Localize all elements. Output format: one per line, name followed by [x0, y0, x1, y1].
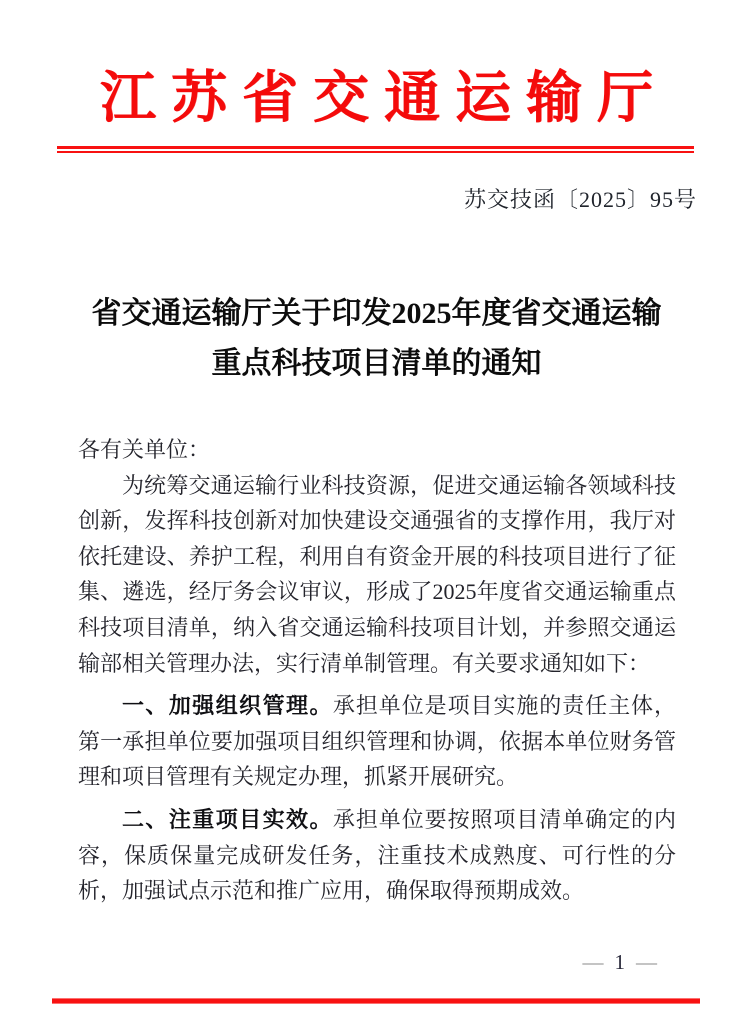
page-number-footer [583, 950, 658, 975]
document-reference-number: 苏交技函〔2025〕95号 [463, 187, 697, 212]
document-title-line-1: 省交通运输厅关于印发2025年度省交通运输 [91, 297, 662, 330]
paragraph-intro-text: 为统筹交通运输行业科技资源，促进交通运输各领域科技创新，发挥科技创新对加快建设交通强省的支撑作用，我厅对依托建设、养护工程，利用自有资金开展的科技项目进行了征集、遴选，经厅务会议审议，形成了2025年度省交通运输重点科技项目清单，纳入省交通运输科技项目计划，并参照交通运输部相关管理办法，实行清单制管理。有关要求通知如下： [78, 472, 676, 676]
document-title-line-2: 重点科技项目清单的通知 [211, 347, 542, 380]
page-number-dash-left: — [582, 950, 604, 974]
letterhead-separator-line [57, 146, 694, 153]
agency-letterhead: 江苏省交通运输厅 [100, 68, 668, 130]
page-number-dash-right: — [636, 950, 657, 974]
salutation: 各有关单位： [78, 437, 211, 462]
document-title [0, 289, 753, 389]
separator-bar-thin [57, 151, 694, 153]
bottom-red-rule [52, 999, 700, 1003]
paragraph-item-2-text: 承担单位要按照项目清单确定的内容，保质保量完成研发任务，注重技术成熟度、可行性的分析，加强试点示范和推广应用，确保取得预期成效。 [78, 806, 676, 904]
paragraph-item-2-lead: 二、注重项目实效。 [122, 806, 333, 832]
paragraph-item-1-text: 承担单位是项目实施的责任主体，第一承担单位要加强项目组织管理和协调，依据本单位财务管理和项目管理有关规定办理，抓紧开展研究。 [78, 693, 676, 790]
paragraph-item-1 [78, 688, 676, 795]
document-body [78, 432, 676, 909]
paragraph-intro [78, 468, 676, 682]
paragraph-item-2 [78, 802, 676, 909]
paragraph-item-1-lead: 一、加强组织管理。 [122, 693, 333, 719]
page-number: 1 [614, 950, 625, 974]
